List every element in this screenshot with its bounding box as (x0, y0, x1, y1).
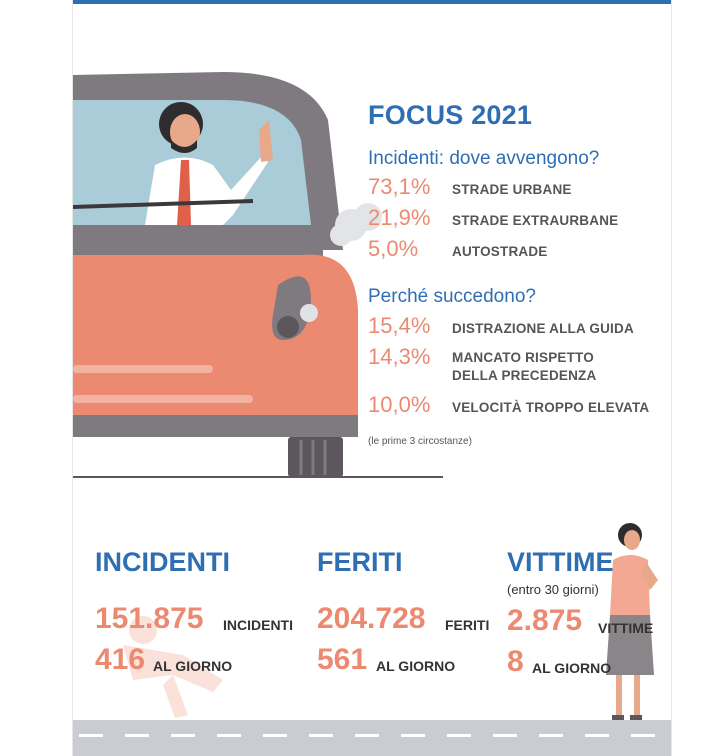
lane-marking (125, 734, 149, 737)
why-pct: 15,4% (368, 313, 431, 338)
lane-marking (631, 734, 655, 737)
where-label: AUTOSTRADE (452, 244, 548, 259)
vittime-total: 2.875 (507, 604, 583, 637)
why-label: DISTRAZIONE ALLA GUIDA (452, 321, 634, 336)
where-label: STRADE URBANE (452, 182, 572, 197)
where-pct: 73,1% (368, 174, 431, 199)
why-label: VELOCITÀ TROPPO ELEVATA (452, 400, 650, 415)
lane-marking (355, 734, 379, 737)
feriti-total: 204.728 (317, 602, 426, 635)
incidenti-total: 151.875 (95, 602, 204, 635)
feriti-title: FERITI (317, 547, 403, 577)
why-pct: 14,3% (368, 344, 431, 369)
lane-marking (447, 734, 471, 737)
footnote: (le prime 3 circostanze) (368, 436, 472, 447)
incidenti-per-day-label: AL GIORNO (153, 658, 233, 674)
where-row-highway (368, 236, 548, 262)
vittime-per-day: 8 (507, 645, 524, 678)
lane-marking (79, 734, 103, 737)
focus-title: FOCUS 2021 (368, 100, 533, 130)
road (73, 720, 671, 756)
why-question: Perché succedono? (368, 286, 536, 307)
why-row-speed (368, 392, 649, 418)
where-row-extraurban (368, 205, 618, 231)
why-label (452, 344, 596, 385)
lane-marking (493, 734, 517, 737)
why-row-precedence (368, 344, 596, 385)
where-label: STRADE EXTRAURBANE (452, 213, 619, 228)
lane-marking (217, 734, 241, 737)
lane-marking (263, 734, 287, 737)
why-pct: 10,0% (368, 392, 431, 417)
lane-marking (309, 734, 333, 737)
incidenti-per-day: 416 (95, 643, 146, 676)
where-question: Incidenti: dove avvengono? (368, 148, 600, 169)
lane-marking (539, 734, 563, 737)
why-label-line2: DELLA PRECEDENZA (452, 368, 597, 383)
feriti-total-label: FERITI (445, 617, 490, 633)
lane-marking (401, 734, 425, 737)
vittime-subtitle: (entro 30 giorni) (507, 582, 599, 597)
vittime-title: VITTIME (507, 547, 614, 577)
where-pct: 21,9% (368, 205, 431, 230)
where-row-urban (368, 174, 572, 200)
lane-marking (171, 734, 195, 737)
where-pct: 5,0% (368, 236, 419, 261)
feriti-per-day-label: AL GIORNO (376, 658, 456, 674)
infographic-page (72, 0, 672, 756)
feriti-per-day: 561 (317, 643, 368, 676)
incidenti-title: INCIDENTI (95, 547, 230, 577)
why-row-distraction (368, 313, 634, 339)
why-label-line1: MANCATO RISPETTO (452, 350, 594, 365)
vittime-total-label: VITTIME (598, 620, 654, 636)
lane-marking (585, 734, 609, 737)
incidenti-total-label: INCIDENTI (223, 617, 293, 633)
vittime-per-day-label: AL GIORNO (532, 660, 612, 676)
